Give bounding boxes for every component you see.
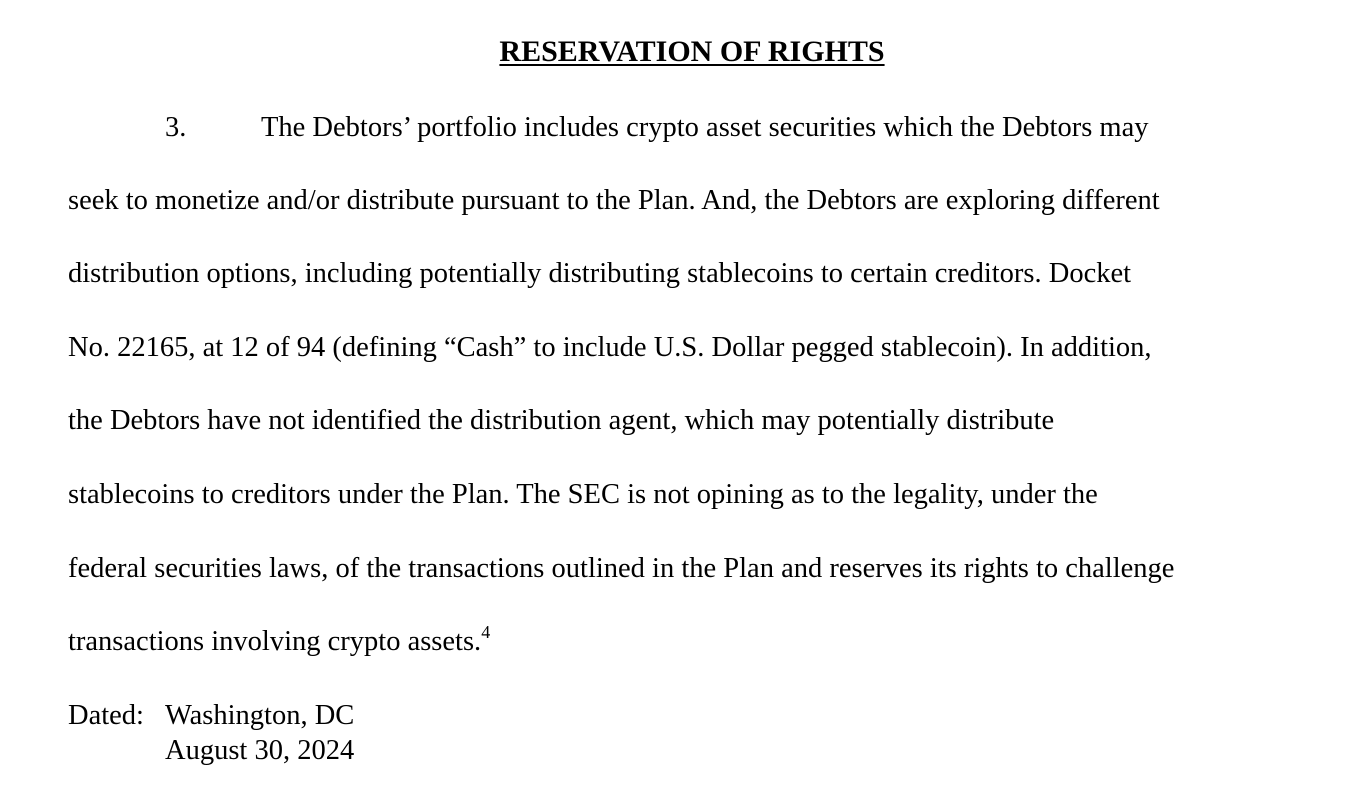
section-heading <box>0 34 1354 70</box>
footnote-marker[interactable]: 4 <box>481 622 491 642</box>
paragraph-last-line <box>68 624 490 660</box>
dated-label: Dated: <box>68 700 144 731</box>
dated-place: Washington, DC <box>165 700 355 731</box>
paragraph-line: stablecoins to creditors under the Plan. The SEC is not opining as to the legality, under the <box>68 479 1098 510</box>
dated-date: August 30, 2024 <box>165 735 355 766</box>
paragraph-line: No. 22165, at 12 of 94 (defining “Cash” to include U.S. Dollar pegged stablecoin). In addition, <box>68 332 1152 363</box>
paragraph-line: federal securities laws, of the transactions outlined in the Plan and reserves its rights to challenge <box>68 553 1175 584</box>
paragraph-line: distribution options, including potentially distributing stablecoins to certain creditors. Docket <box>68 258 1132 289</box>
section-heading-text: RESERVATION OF RIGHTS <box>499 35 885 68</box>
paragraph-line: The Debtors’ portfolio includes crypto asset securities which the Debtors may <box>261 112 1149 143</box>
paragraph-line: transactions involving crypto assets. <box>68 626 482 657</box>
paragraph-line: seek to monetize and/or distribute pursuant to the Plan. And, the Debtors are exploring different <box>68 185 1160 216</box>
paragraph-number: 3. <box>165 112 187 143</box>
paragraph-line: the Debtors have not identified the distribution agent, which may potentially distribute <box>68 405 1055 436</box>
